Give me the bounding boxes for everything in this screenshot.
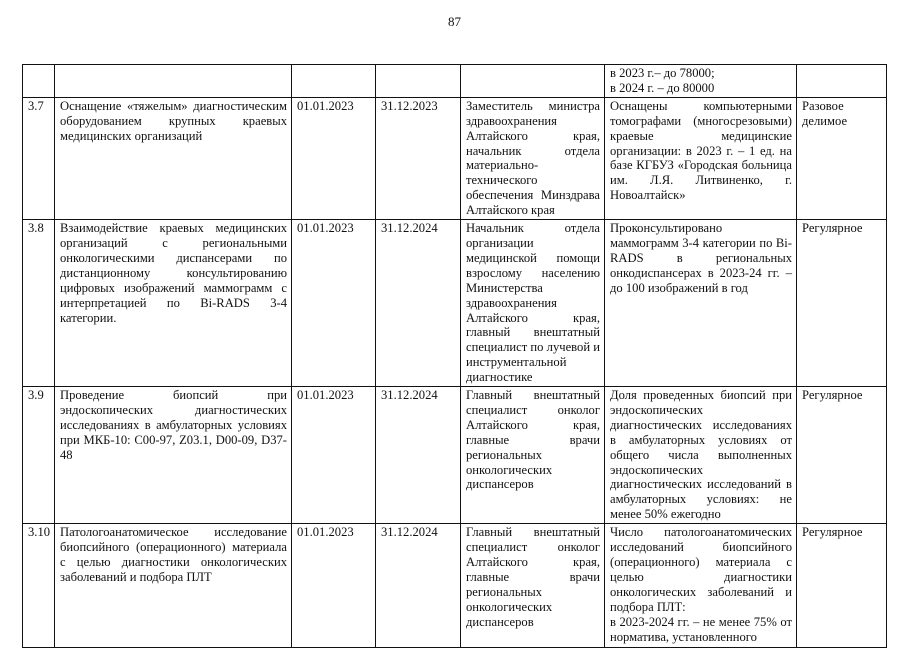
result-line: в 2024 г. – до 80000 [610,80,715,95]
cell-start: 01.01.2023 [292,97,376,219]
cell-num [23,65,55,98]
cell-num: 3.7 [23,97,55,219]
cell-result: Оснащены компьютерными томографами (многосрезовыми) краевые медицинские организации: в 2023 г. – 1 ед. на базе КГБУЗ «Городская больница им. Л.Я. Литвиненко, г. Новоалтайск» [605,97,797,219]
cell-end: 31.12.2024 [376,220,461,387]
cell-result [605,524,797,648]
cell-result: Проконсультировано маммограмм 3-4 категории по Bi-RADS в региональных онкодиспансерах в 2023-24 гг. – до 100 изображений в год [605,220,797,387]
cell-result: Доля проведенных биопсий при эндоскопических диагностических исследованиях в амбулаторных условиях от общего числа выполненных эндоскопических диагностических исследований в амбулаторных условиях: не менее 50% ежегодно [605,387,797,524]
cell-type: Разовое делимое [797,97,887,219]
cell-responsible: Главный внештатный специалист онколог Алтайского края, главные врачи региональных онкологических диспансеров [461,387,605,524]
cell-start [292,65,376,98]
page-number: 87 [448,14,461,29]
table-row [23,97,887,219]
cell-measure [55,65,292,98]
cell-num: 3.9 [23,387,55,524]
cell-responsible [461,65,605,98]
cell-end: 31.12.2024 [376,387,461,524]
cell-measure: Патологоанатомическое исследование биопсийного (операционного) материала с целью диагностики онкологических заболеваний и подбора ПЛТ [55,524,292,648]
result-text: Число патологоанатомических исследований биопсийного (операционного) материала с целью диагностики онкологических заболеваний и подбора ПЛТ: [610,525,792,614]
cell-responsible: Начальник отдела организации медицинской помощи взрослому населению Министерства здравоохранения Алтайского края, главный внештатный специалист по лучевой и инструментальной диагностике [461,220,605,387]
measures-table [22,64,887,648]
cell-type [797,65,887,98]
cell-num: 3.8 [23,220,55,387]
cell-type: Регулярное [797,220,887,387]
cell-responsible: Главный внештатный специалист онколог Алтайского края, главные врачи региональных онкологических диспансеров [461,524,605,648]
cell-end [376,65,461,98]
table-row [23,524,887,648]
cell-type: Регулярное [797,387,887,524]
cell-end: 31.12.2023 [376,97,461,219]
cell-start: 01.01.2023 [292,524,376,648]
table-row [23,387,887,524]
table-row-continuation [23,65,887,98]
cell-result [605,65,797,98]
cell-type: Регулярное [797,524,887,648]
table-row [23,220,887,387]
cell-measure: Взаимодействие краевых медицинских организаций с региональными онкологическими диспансерами по дистанционному консультированию цифровых изображений маммограмм с интерпретацией по Bi-RADS 3-4 категории. [55,220,292,387]
result-line: в 2023 г.– до 78000; [610,66,715,80]
cell-measure: Оснащение «тяжелым» диагностическим оборудованием крупных краевых медицинских организаций [55,97,292,219]
cell-start: 01.01.2023 [292,387,376,524]
cell-measure: Проведение биопсий при эндоскопических диагностических исследованиях в амбулаторных условиях при МКБ-10: C00-97, Z03.1, D00-09, D37-48 [55,387,292,524]
result-text-extra: в 2023-2024 гг. – не менее 75% от норматива, установленного [610,614,792,644]
cell-responsible: Заместитель министра здравоохранения Алтайского края, начальник отдела материально-технического обеспечения Минздрава Алтайского края [461,97,605,219]
cell-num: 3.10 [23,524,55,648]
cell-end: 31.12.2024 [376,524,461,648]
cell-start: 01.01.2023 [292,220,376,387]
